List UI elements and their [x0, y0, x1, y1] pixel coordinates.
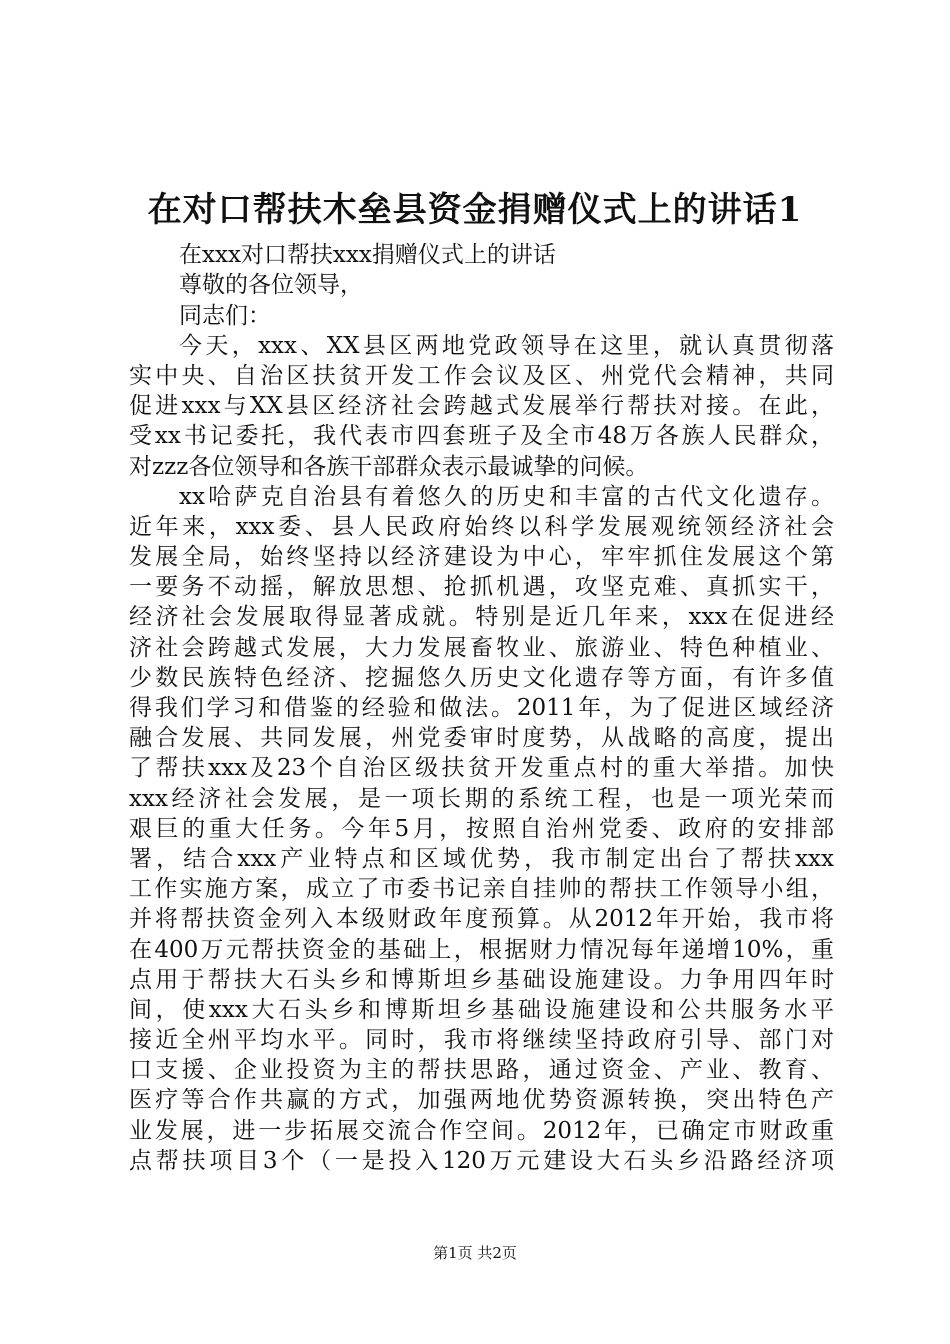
subtitle-line: 在xxx对口帮扶xxx捐赠仪式上的讲话 — [179, 242, 556, 269]
salutation-line: 尊敬的各位领导， — [179, 272, 363, 299]
paragraph-2-line: 艰巨的重大任务。今年5月，按照自治州党委、政府的安排部 — [129, 815, 834, 842]
paragraph-2-line: 了帮扶xxx及23个自治区级扶贫开发重点村的重大举措。加快 — [129, 755, 834, 782]
page-number-footer: 第1页 共2页 — [433, 1244, 517, 1262]
paragraph-2-line: xx哈萨克自治县有着悠久的历史和丰富的古代文化遗存。 — [179, 483, 834, 510]
paragraph-2-line: xxx经济社会发展，是一项长期的系统工程，也是一项光荣而 — [129, 785, 834, 812]
paragraph-1-line: 促进xxx与XX县区经济社会跨越式发展举行帮扶对接。在此， — [129, 393, 834, 420]
paragraph-2-line: 并将帮扶资金列入本级财政年度预算。从2012年开始，我市将 — [129, 906, 834, 933]
paragraph-2-line: 一要务不动摇，解放思想、抢抓机遇，攻坚克难、真抓实干， — [129, 574, 834, 601]
paragraph-1-line: 对zzz各位领导和各族干部群众表示最诚挚的问候。 — [129, 453, 649, 480]
paragraph-2-line: 在400万元帮扶资金的基础上，根据财力情况每年递增10%，重 — [129, 936, 834, 963]
paragraph-2-line: 近年来，xxx委、县人民政府始终以科学发展观统领经济社会 — [129, 513, 834, 540]
paragraph-1-line: 今天，xxx、XX县区两地党政领导在这里，就认真贯彻落 — [179, 332, 834, 359]
salutation-line: 同志们： — [179, 302, 271, 329]
paragraph-1-line: 受xx书记委托，我代表市四套班子及全市48万各族人民群众， — [129, 423, 834, 450]
paragraph-2-line: 发展全局，始终坚持以经济建设为中心，牢牢抓住发展这个第 — [129, 544, 834, 571]
paragraph-2-line: 经济社会发展取得显著成就。特别是近几年来，xxx在促进经 — [129, 604, 834, 631]
paragraph-2-line: 口支援、企业投资为主的帮扶思路，通过资金、产业、教育、 — [129, 1057, 834, 1084]
paragraph-2-line: 接近全州平均水平。同时，我市将继续坚持政府引导、部门对 — [129, 1027, 834, 1054]
document-body — [129, 210, 834, 1176]
paragraph-2-line: 间，使xxx大石头乡和博斯坦乡基础设施建设和公共服务水平 — [129, 996, 834, 1023]
paragraph-2-line: 少数民族特色经济、挖掘悠久历史文化遗存等方面，有许多值 — [129, 664, 834, 691]
paragraph-2-line: 署，结合xxx产业特点和区域优势，我市制定出台了帮扶xxx — [129, 845, 834, 872]
paragraph-2-line: 工作实施方案，成立了市委书记亲自挂帅的帮扶工作领导小组， — [129, 876, 834, 903]
paragraph-1-line: 实中央、自治区扶贫开发工作会议及区、州党代会精神，共同 — [129, 362, 834, 389]
paragraph-2-line: 得我们学习和借鉴的经验和做法。2011年，为了促进区域经济 — [129, 695, 834, 721]
paragraph-2-line: 点帮扶项目3个（一是投入120万元建设大石头乡沿路经济项 — [129, 1147, 834, 1174]
paragraph-2-line: 融合发展、共同发展，州党委审时度势，从战略的高度，提出 — [129, 725, 834, 752]
document-title: 在对口帮扶木垒县资金捐赠仪式上的讲话1 — [147, 190, 803, 230]
paragraph-2-line: 医疗等合作共赢的方式，加强两地优势资源转换，突出特色产 — [129, 1087, 834, 1114]
paragraph-2-line: 济社会跨越式发展，大力发展畜牧业、旅游业、特色种植业、 — [129, 634, 834, 661]
paragraph-2-line: 点用于帮扶大石头乡和博斯坦乡基础设施建设。力争用四年时 — [129, 966, 834, 993]
paragraph-2-line: 业发展，进一步拓展交流合作空间。2012年，已确定市财政重 — [129, 1117, 834, 1144]
